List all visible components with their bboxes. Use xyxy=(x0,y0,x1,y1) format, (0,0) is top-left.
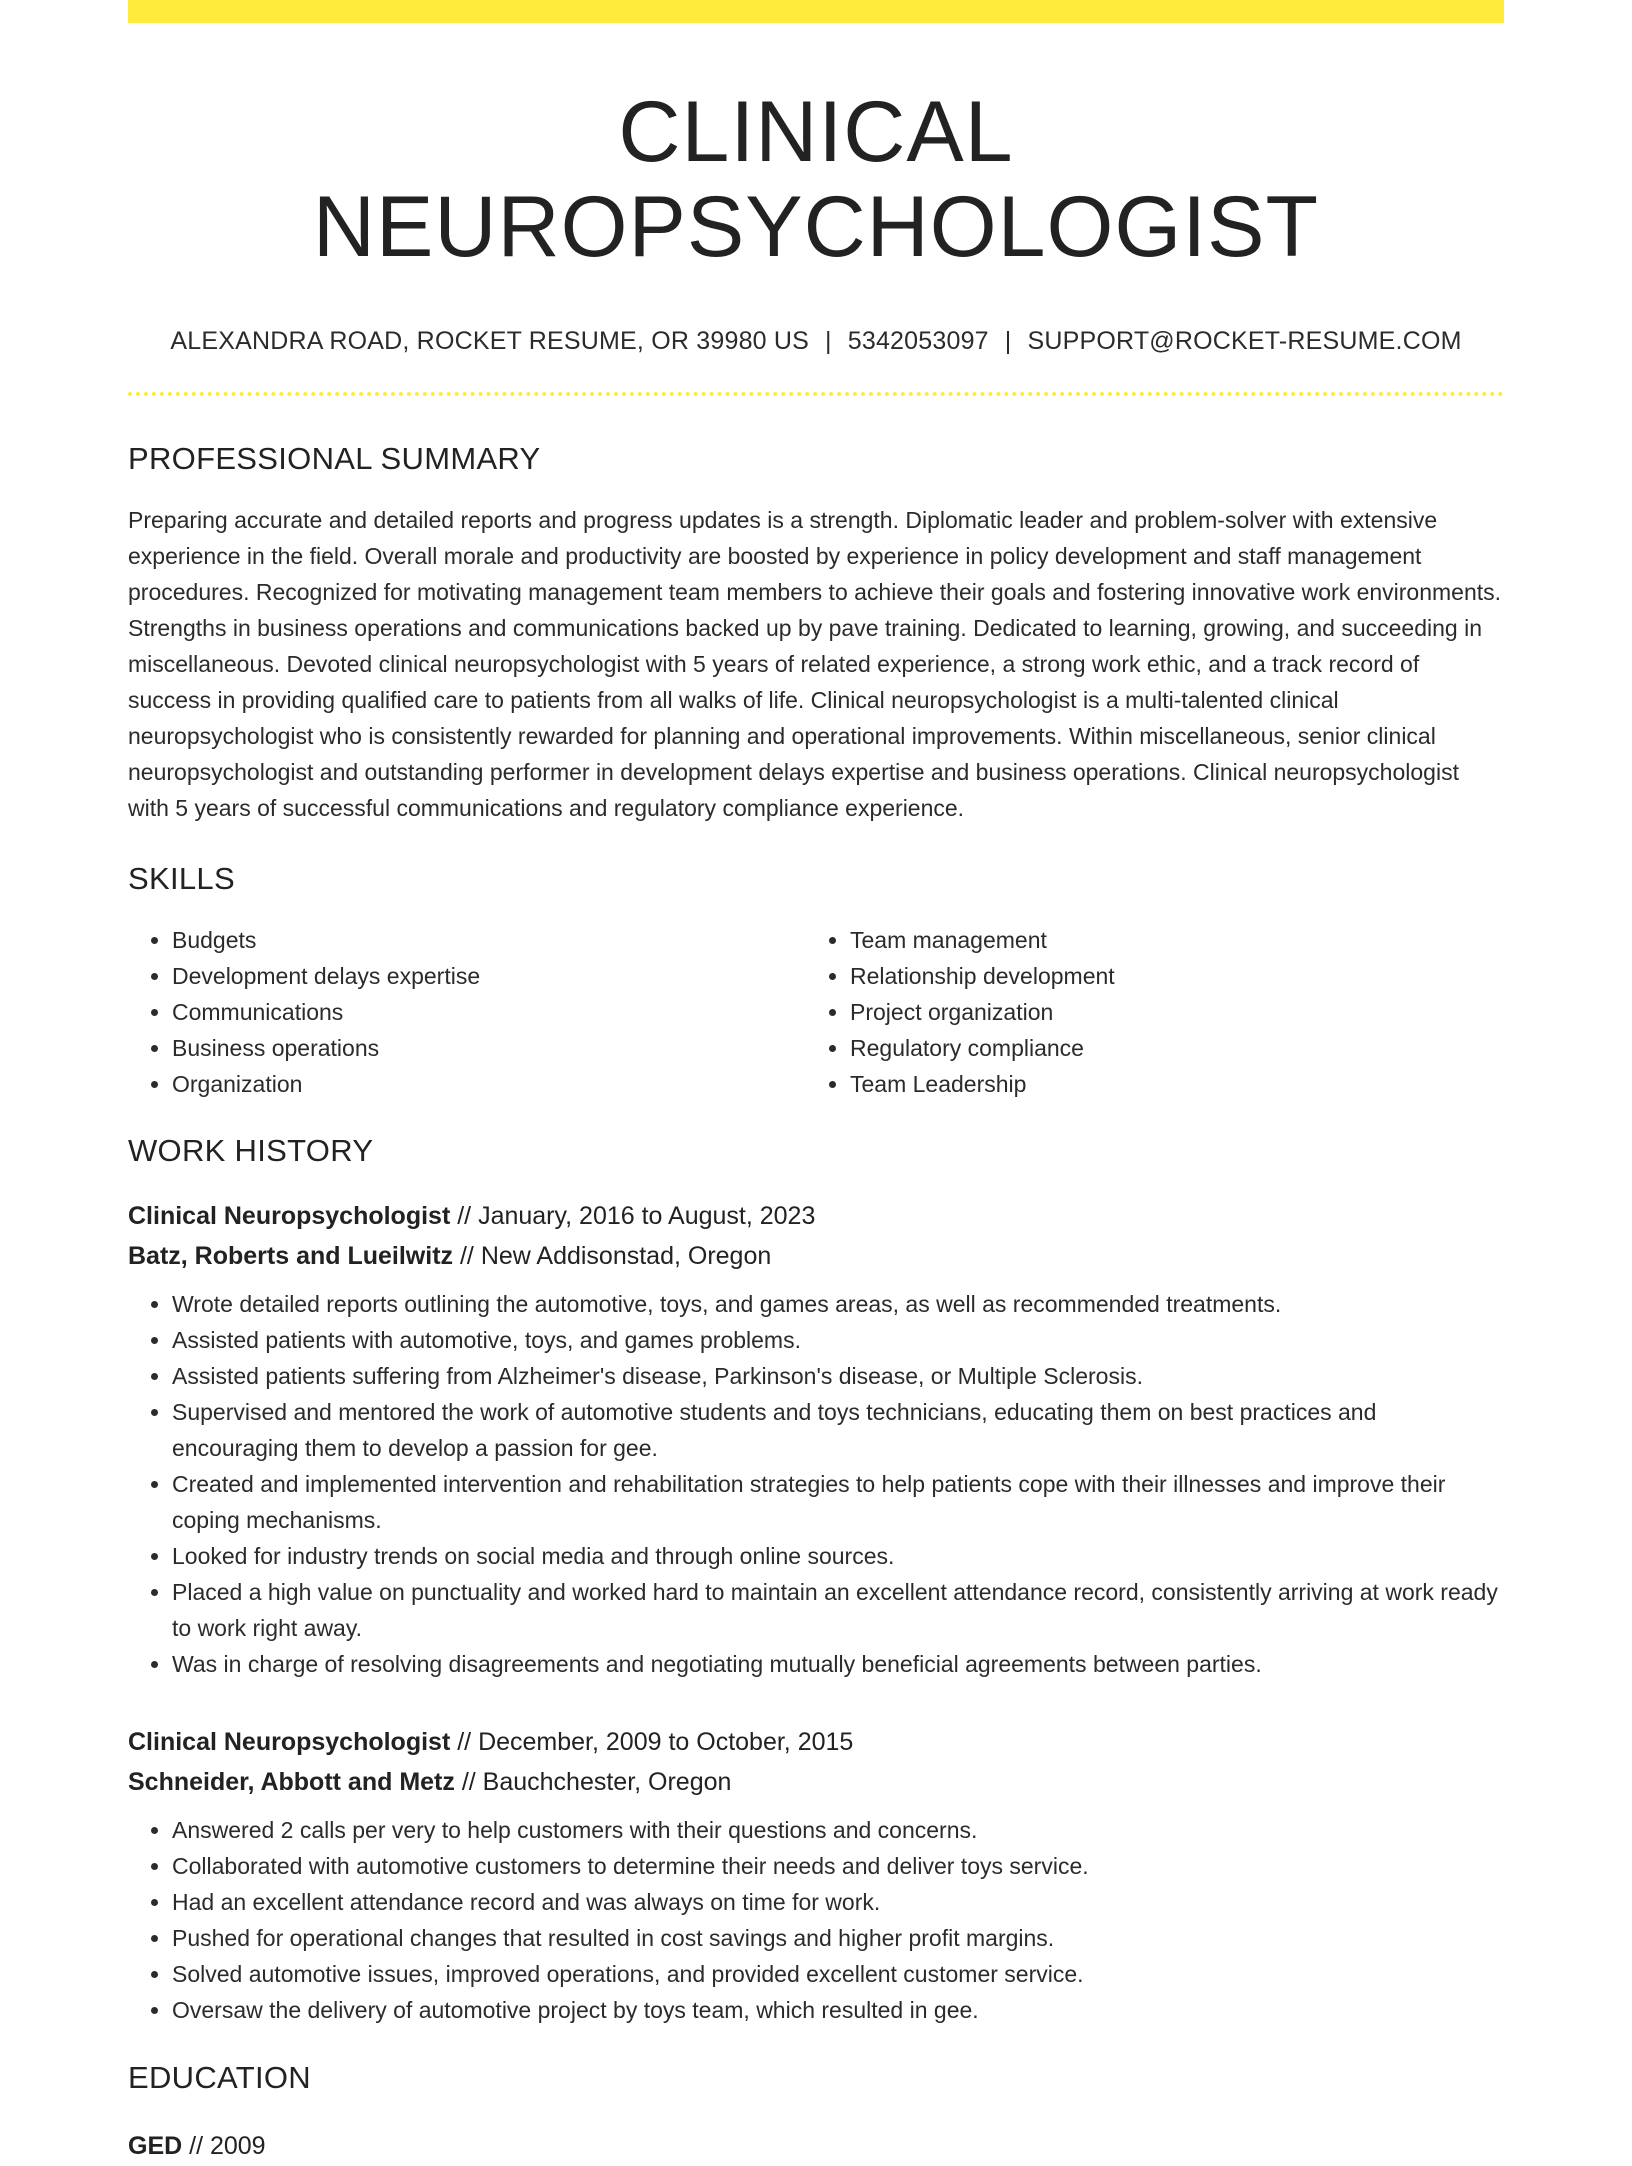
job-bullet: • Wrote detailed reports outlining the automotive, toys, and games areas, as well as recommended treatments. xyxy=(172,1286,1504,1322)
job-company: Schneider, Abbott and Metz xyxy=(128,1767,455,1796)
job-role-line xyxy=(128,1722,1504,1762)
job-bullets xyxy=(128,1812,1504,2028)
dotted-divider xyxy=(128,392,1504,396)
skill-item: • Team Leadership xyxy=(850,1066,1484,1102)
job-role: Clinical Neuropsychologist xyxy=(128,1727,451,1756)
skills-list xyxy=(128,922,1504,1102)
summary-heading: PROFESSIONAL SUMMARY xyxy=(128,441,541,477)
education-entry xyxy=(128,2126,1504,2166)
job-bullets xyxy=(128,1286,1504,1682)
job-company-line xyxy=(128,1236,1504,1276)
contact-separator: | xyxy=(1004,327,1012,356)
accent-bar xyxy=(128,0,1504,23)
resume-page xyxy=(128,0,1504,2166)
job-bullet: • Had an excellent attendance record and was always on time for work. xyxy=(172,1884,1504,1920)
skill-item: • Relationship development xyxy=(850,958,1484,994)
job-dates: // January, 2016 to August, 2023 xyxy=(450,1201,816,1230)
job-bullet: • Pushed for operational changes that resulted in cost savings and higher profit margins. xyxy=(172,1920,1504,1956)
skills-heading: SKILLS xyxy=(128,861,235,897)
job-role: Clinical Neuropsychologist xyxy=(128,1201,451,1230)
job-bullet: • Created and implemented intervention and rehabilitation strategies to help patients cope with their illnesses and improve their coping mechanisms. xyxy=(172,1466,1504,1538)
summary-text: Preparing accurate and detailed reports and progress updates is a strength. Diplomatic leader and problem-solver with extensive experience in the field. Overall morale and productivity are boosted by experience in policy development and staff management procedures. Recognized for motivating management team members to achieve their goals and fostering innovative work environments. Strengths in business operations and communications backed up by pave training. Dedicated to learning, growing, and succeeding in miscellaneous. Devoted clinical neuropsychologist with 5 years of related experience, a strong work ethic, and a track record of success in providing qualified care to patients from all walks of life. Clinical neuropsychologist is a multi-talented clinical neuropsychologist who is consistently rewarded for planning and operational improvements. Within miscellaneous, senior clinical neuropsychologist and outstanding performer in development delays expertise and business operations. Clinical neuropsychologist with 5 years of successful communications and regulatory compliance experience. xyxy=(128,507,1502,822)
education-heading: EDUCATION xyxy=(128,2059,311,2095)
skill-item: • Organization xyxy=(172,1066,806,1102)
job-company: Batz, Roberts and Lueilwitz xyxy=(128,1241,454,1270)
job-bullet: • Was in charge of resolving disagreements and negotiating mutually beneficial agreements between parties. xyxy=(172,1646,1504,1682)
education-degree: GED xyxy=(128,2131,183,2160)
skill-item: • Development delays expertise xyxy=(172,958,806,994)
contact-email: SUPPORT@ROCKET-RESUME.COM xyxy=(1027,327,1462,356)
skill-item: • Communications xyxy=(172,994,806,1030)
job-bullet: • Placed a high value on punctuality and worked hard to maintain an excellent attendance record, consistently arriving at work ready to work right away. xyxy=(172,1574,1504,1646)
job-dates: // December, 2009 to October, 2015 xyxy=(450,1727,854,1756)
skill-item: • Project organization xyxy=(850,994,1484,1030)
job-bullet: • Solved automotive issues, improved operations, and provided excellent customer service. xyxy=(172,1956,1504,1992)
skill-item: • Team management xyxy=(850,922,1484,958)
skill-item: • Budgets xyxy=(172,922,806,958)
job-company-line xyxy=(128,1762,1504,1802)
resume-name: CLINICAL NEUROPSYCHOLOGIST xyxy=(312,84,1320,275)
contact-phone: 5342053097 xyxy=(847,327,989,356)
skills-column-left xyxy=(128,922,806,1102)
skills-column-right xyxy=(806,922,1484,1102)
job-role-line xyxy=(128,1196,1504,1236)
job-bullet: • Looked for industry trends on social media and through online sources. xyxy=(172,1538,1504,1574)
job-bullet: • Oversaw the delivery of automotive project by toys team, which resulted in gee. xyxy=(172,1992,1504,2028)
education-year: // 2009 xyxy=(182,2131,266,2160)
contact-separator: | xyxy=(825,327,832,356)
job-location: // New Addisonstad, Oregon xyxy=(453,1241,772,1270)
job-bullet: • Answered 2 calls per very to help customers with their questions and concerns. xyxy=(172,1812,1504,1848)
job-location: // Bauchchester, Oregon xyxy=(454,1767,732,1796)
contact-address: ALEXANDRA ROAD, ROCKET RESUME, OR 39980 US xyxy=(170,327,810,356)
contact-line xyxy=(128,326,1504,356)
job-bullet: • Supervised and mentored the work of automotive students and toys technicians, educating them on best practices and encouraging them to develop a passion for gee. xyxy=(172,1394,1504,1466)
job-bullet: • Assisted patients suffering from Alzheimer's disease, Parkinson's disease, or Multiple Sclerosis. xyxy=(172,1358,1504,1394)
job-entry xyxy=(128,1196,1504,1682)
skill-item: • Regulatory compliance xyxy=(850,1030,1484,1066)
job-bullet: • Collaborated with automotive customers to determine their needs and deliver toys service. xyxy=(172,1848,1504,1884)
job-entry xyxy=(128,1722,1504,2028)
job-bullet: • Assisted patients with automotive, toys, and games problems. xyxy=(172,1322,1504,1358)
work-history-heading: WORK HISTORY xyxy=(128,1132,374,1168)
skill-item: • Business operations xyxy=(172,1030,806,1066)
